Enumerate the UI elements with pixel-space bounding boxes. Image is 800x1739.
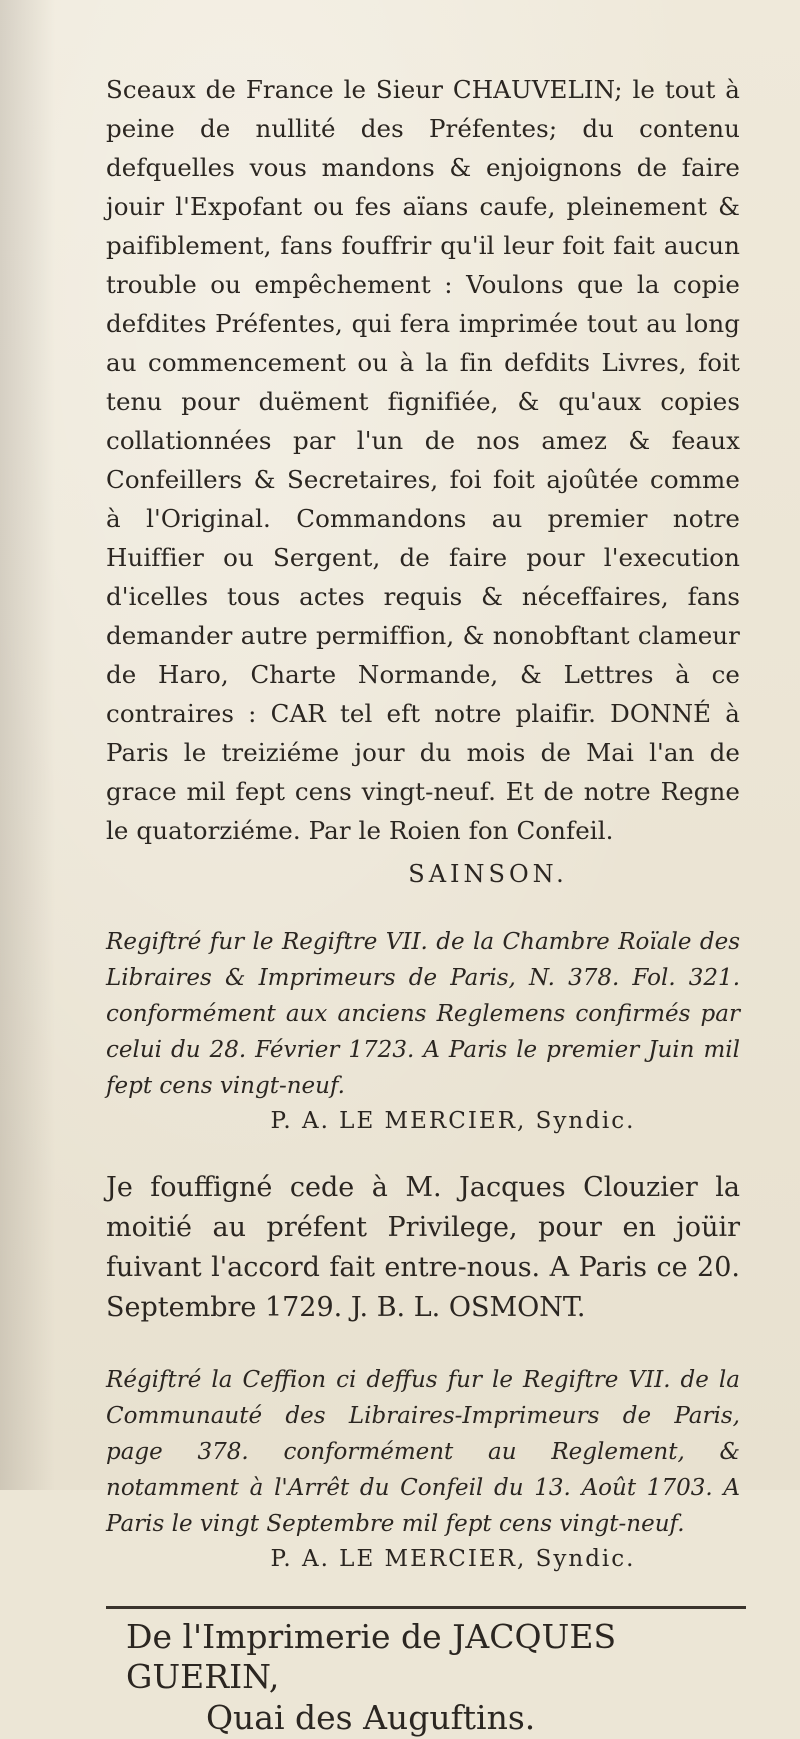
imprint-line-2: Quai des Auguftins. xyxy=(206,1698,536,1737)
cession-paragraph: Je fouffigné cede à M. Jacques Clouzier la moitié au préfent Privilege, pour en joüir fuivant l'accord fait entre-nous. A Paris ce 20. Septembre 1729. J. B. L. OSMONT. xyxy=(106,1172,740,1323)
separator-rule xyxy=(106,1606,746,1609)
syndic-signature-2: P. A. LE MERCIER, Syndic. xyxy=(270,1546,636,1572)
signature-sainson: SAINSON. xyxy=(408,860,568,888)
privilege-paragraph: Sceaux de France le Sieur CHAUVELIN; le tout à peine de nullité des Préfentes; du contenu defquelles vous mandons & enjoignons de faire jouir l'Expofant ou fes aïans caufe, pleinement & paifiblement, fans fouffrir qu'il leur foit fait aucun trouble ou empêchement : Voulons que la copie defdites Préfentes, qui fera imprimée tout au long au commencement ou à la fin defdits Livres, foit tenu pour duëment fignifiée, & qu'aux copies collationnées par l'un de nos amez & feaux Confeillers & Secretaires, foi foit ajoûtée comme à l'Original. Commandons au premier notre Huiffier ou Sergent, de faire pour l'execution d'icelles tous actes requis & néceffaires, fans demander autre permiffion, & nonobftant clameur de Haro, Charte Normande, & Lettres à ce contraires : CAR tel eft notre plaifir. DONNÉ à Paris le treiziéme jour du mois de Mai l'an de grace mil fept cens vingt-neuf. Et de notre Regne le quatorziéme. Par le Roien fon Confeil. xyxy=(106,75,740,845)
registration-paragraph-2: Régiftré la Ceffion ci deffus fur le Regiftre VII. de la Communauté des Libraires-Imprimeurs de Paris, page 378. conformément au Reglement, & notamment à l'Arrêt du Confeil du 13. Août 1703. A Paris le vingt Septembre mil fept cens vingt-neuf. xyxy=(106,1367,740,1537)
page-gutter-shadow xyxy=(0,0,55,1490)
registration-paragraph-1: Regiftré fur le Regiftre VII. de la Chambre Roïale des Libraires & Imprimeurs de Paris, N. 378. Fol. 321. conformément aux anciens Reglemens confirmés par celui du 28. Février 1723. A Paris le premier Juin mil fept cens vingt-neuf. xyxy=(106,929,740,1099)
imprint-line-1: De l'Imprimerie de JACQUES GUERIN, xyxy=(126,1617,617,1696)
syndic-signature-1: P. A. LE MERCIER, Syndic. xyxy=(270,1108,636,1134)
